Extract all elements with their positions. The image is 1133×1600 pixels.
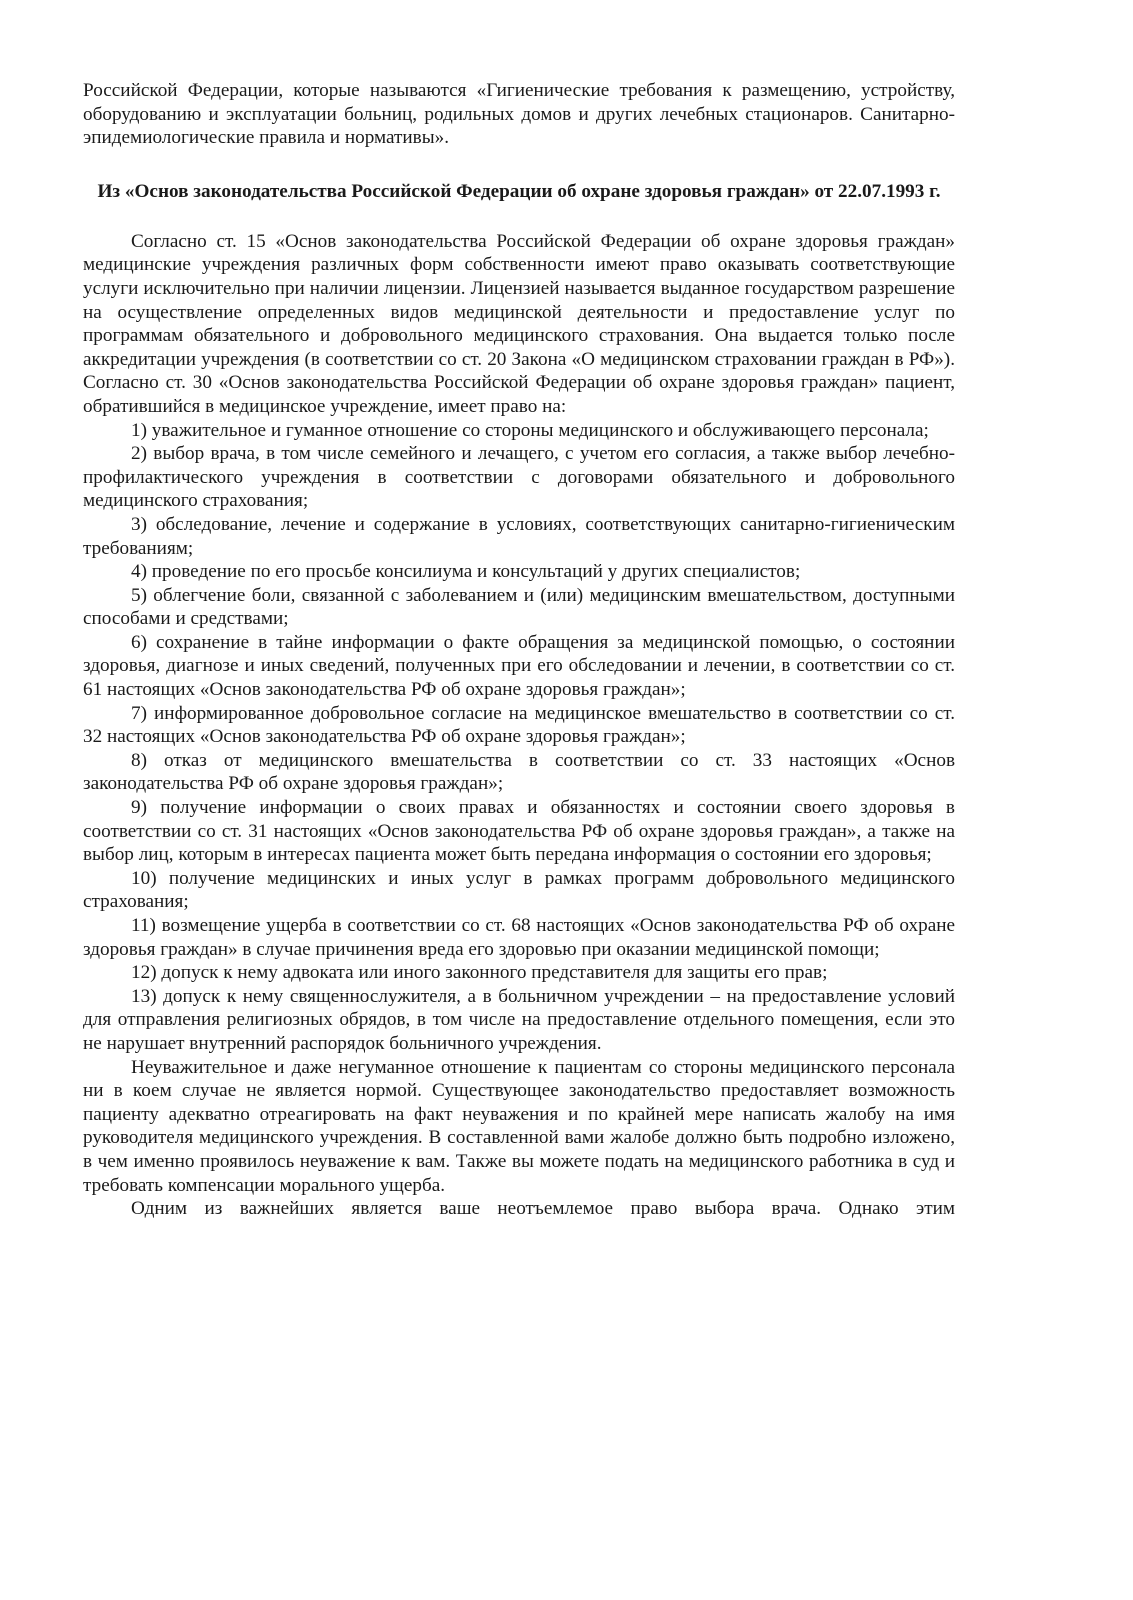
list-item: 7) информированное добровольное согласие на медицинское вмешательство в соответствии со ст. 32 настоящих «Основ законодательства РФ об охране здоровья граждан»; <box>83 702 955 748</box>
list-item: 2) выбор врача, в том числе семейного и лечащего, с учетом его согласия, а также выбор лечебно-профилактического учреждения в соответствии с договорами обязательного и добровольного медицинского страхования; <box>83 443 955 512</box>
rights-list <box>83 419 955 1056</box>
list-item: 8) отказ от медицинского вмешательства в соответствии со ст. 33 настоящих «Основ законодательства РФ об охране здоровья граждан»; <box>83 749 955 795</box>
body-paragraph: Согласно ст. 15 «Основ законодательства Российской Федерации об охране здоровья граждан» медицинские учреждения различных форм собственности имеют право оказывать соответствующие услуги исключительно при наличии лицензии. Лицензией называется выданное государством разрешение на осуществление определенных видов медицинской деятельности и предоставление услуг по программам обязательного и добровольного медицинского страхования. Она выдается только после аккредитации учреждения (в соответствии со ст. 20 Закона «О медицинском страховании граждан в РФ»). Согласно ст. 30 «Основ законодательства Российской Федерации об охране здоровья граждан» пациент, обратившийся в медицинское учреждение, имеет право на: <box>83 230 955 417</box>
body-paragraph: Одним из важнейших является ваше неотъемлемое право выбора врача. Однако этим <box>131 1198 955 1220</box>
list-item: 13) допуск к нему священнослужителя, а в больничном учреждении – на предоставление условий для отправления религиозных обрядов, в том числе на предоставление отдельного помещения, если это не нарушает внутренний распорядок больничного учреждения. <box>83 985 955 1054</box>
list-item: 6) сохранение в тайне информации о факте обращения за медицинской помощью, о состоянии здоровья, диагнозе и иных сведений, полученных при его обследовании и лечении, в соответствии со ст. 61 настоящих «Основ законодательства РФ об охране здоровья граждан»; <box>83 631 955 701</box>
list-item: 11) возмещение ущерба в соответствии со ст. 68 настоящих «Основ законодательства РФ об охране здоровья граждан» в случае причинения вреда его здоровью при оказании медицинской помощи; <box>83 915 955 960</box>
list-item: 1) уважительное и гуманное отношение со стороны медицинского и обслуживающего персонала; <box>131 419 929 441</box>
list-item: 3) обследование, лечение и содержание в условиях, соответствующих санитарно-гигиеническим требованиям; <box>83 513 955 559</box>
list-item: 10) получение медицинских и иных услуг в рамках программ добровольного медицинского страхования; <box>83 867 955 913</box>
list-item: 12) допуск к нему адвоката или иного законного представителя для защиты его прав; <box>131 962 828 984</box>
list-item: 4) проведение по его просьбе консилиума и консультаций у других специалистов; <box>131 561 801 583</box>
document-page <box>83 79 955 1221</box>
intro-paragraph: Российской Федерации, которые называются «Гигиенические требования к размещению, устройству, оборудованию и эксплуатации больниц, родильных домов и других лечебных стационаров. Санитарно-эпидемиологические правила и нормативы». <box>83 80 955 149</box>
list-item: 9) получение информации о своих правах и обязанностях и состоянии своего здоровья в соответствии со ст. 31 настоящих «Основ законодательства РФ об охране здоровья граждан», а также на выбор лиц, которым в интересах пациента может быть передана информация о состоянии его здоровья; <box>83 797 955 866</box>
body-paragraph: Неуважительное и даже негуманное отношение к пациентам со стороны медицинского персонала ни в коем случае не является нормой. Существующее законодательство предоставляет возможность пациенту адекватно отреагировать на факт неуважения и по крайней мере написать жалобу на имя руководителя медицинского учреждения. В составленной вами жалобе должно быть подробно изложено, в чем именно проявилось неуважение к вам. Также вы можете подать на медицинского работника в суд и требовать компенсации морального ущерба. <box>83 1056 955 1196</box>
section-heading: Из «Основ законодательства Российской Федерации об охране здоровья граждан» от 22.07.1993 г. <box>97 180 941 202</box>
list-item: 5) облегчение боли, связанной с заболеванием и (или) медицинским вмешательством, доступными способами и средствами; <box>83 584 955 630</box>
